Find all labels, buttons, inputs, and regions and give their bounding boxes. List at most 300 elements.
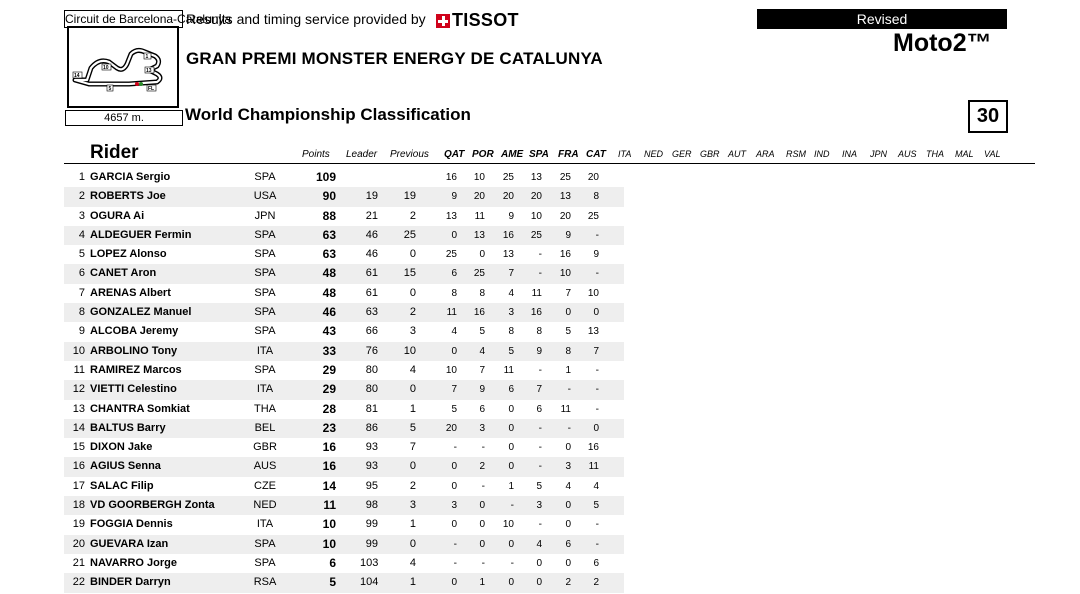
race-result: 5 (565, 326, 571, 338)
gap-to-previous: 0 (409, 383, 416, 396)
gap-to-previous: 15 (403, 267, 416, 280)
rider-points: 48 (322, 285, 336, 300)
rider-nation: ITA (256, 344, 274, 357)
circuit-length: 4657 m. (104, 112, 144, 124)
rider-position: 18 (72, 499, 85, 512)
race-result: 6 (508, 384, 514, 396)
rider-points: 48 (322, 266, 336, 281)
race-result: 0 (565, 519, 571, 531)
race-result: 20 (559, 210, 571, 222)
rider-position: 16 (72, 460, 85, 473)
status-badge: Revised (757, 9, 1007, 29)
gap-to-previous: 2 (409, 306, 416, 319)
race-result: 10 (530, 210, 542, 222)
rider-position: 19 (72, 518, 85, 531)
race-result: 6 (536, 403, 542, 415)
gap-to-previous: 2 (409, 209, 416, 222)
gap-to-leader: 98 (365, 499, 378, 512)
race-result: 0 (479, 519, 485, 531)
gap-to-leader: 19 (365, 190, 378, 203)
race-result: 16 (587, 442, 599, 454)
race-result: 13 (502, 249, 514, 261)
race-result: 1 (479, 577, 485, 589)
race-result: 0 (508, 442, 514, 454)
table-row (64, 187, 624, 206)
race-result: 11 (503, 364, 514, 376)
sponsor-logo (436, 10, 519, 31)
rider-nation: SPA (254, 286, 276, 299)
race-result: 10 (587, 287, 599, 299)
gap-to-leader: 76 (365, 344, 378, 357)
rider-position: 9 (78, 325, 85, 338)
rider-name: VIETTI Celestino (90, 383, 177, 396)
gap-to-leader: 46 (365, 248, 378, 261)
race-result: - (481, 442, 485, 454)
rider-position: 3 (78, 209, 85, 222)
race-result: 9 (565, 229, 571, 241)
race-result: - (595, 268, 599, 280)
gap-to-leader: 21 (365, 209, 378, 222)
race-result: 4 (479, 345, 485, 357)
table-row (64, 573, 624, 592)
gap-to-leader: 46 (365, 228, 378, 241)
gap-to-leader: 93 (365, 441, 378, 454)
race-result: 7 (565, 287, 571, 299)
rider-nation: NED (253, 499, 277, 512)
rider-name: FOGGIA Dennis (90, 518, 173, 531)
rider-points: 63 (322, 247, 336, 262)
rider-position: 21 (72, 556, 85, 569)
race-result: 0 (508, 461, 514, 473)
race-result: 4 (593, 480, 599, 492)
race-result: 16 (445, 172, 457, 183)
rider-points: 88 (322, 208, 336, 223)
rider-points: 14 (322, 478, 336, 493)
table-row (64, 380, 624, 399)
rider-name: ARBOLINO Tony (90, 344, 178, 357)
map-label: 10 (103, 65, 109, 71)
table-row (64, 477, 624, 496)
rider-nation: CZE (254, 479, 276, 492)
header-previous: Previous (390, 149, 429, 160)
table-row (64, 303, 624, 322)
gap-to-leader: 81 (365, 402, 378, 415)
gap-to-leader: 99 (365, 537, 378, 550)
race-result: 5 (479, 326, 485, 338)
race-result: 0 (565, 442, 571, 454)
gap-to-previous: 25 (403, 228, 416, 241)
gap-to-leader: 99 (365, 518, 378, 531)
race-result: 0 (451, 345, 457, 357)
race-result: 3 (536, 500, 542, 512)
race-result: 16 (559, 249, 571, 261)
race-result: 2 (479, 461, 485, 473)
rider-position: 11 (73, 363, 85, 376)
rider-position: 7 (78, 286, 85, 299)
rider-position: 6 (78, 267, 85, 280)
gap-to-previous: 1 (409, 402, 416, 415)
category-title: Moto2™ (893, 29, 992, 57)
rider-nation: ITA (256, 518, 274, 531)
table-row (64, 342, 624, 361)
race-result: - (510, 557, 514, 569)
header-race: JPN (870, 149, 888, 159)
rider-name: LOPEZ Alonso (90, 248, 167, 261)
rider-nation: GBR (253, 441, 277, 454)
circuit-layout-icon (69, 28, 177, 106)
rider-name: OGURA Ai (90, 209, 145, 222)
race-result: 25 (530, 229, 542, 241)
rider-name: ALCOBA Jeremy (90, 325, 179, 338)
race-result: - (538, 268, 542, 280)
race-result: 13 (445, 210, 457, 222)
rider-nation: USA (253, 190, 277, 203)
page-number-badge: 30 (968, 100, 1008, 133)
gap-to-previous: 0 (409, 248, 416, 261)
race-result: 7 (479, 364, 485, 376)
header-race: AME (501, 149, 524, 160)
rider-position: 2 (78, 190, 85, 203)
race-result: 0 (479, 538, 485, 550)
race-result: 0 (593, 422, 599, 434)
race-result: 10 (445, 364, 457, 376)
rider-nation: RSA (253, 576, 277, 589)
rider-points: 10 (322, 536, 336, 551)
rider-nation: SPA (254, 556, 276, 569)
race-result: 10 (473, 172, 485, 183)
rider-points: 29 (322, 362, 336, 377)
rider-position: 10 (72, 344, 85, 357)
race-result: 0 (451, 480, 457, 492)
race-result: 2 (565, 577, 571, 589)
gap-to-leader: 93 (365, 460, 378, 473)
race-result: 0 (479, 500, 485, 512)
table-row (64, 207, 624, 226)
header-race: ARA (756, 149, 775, 159)
header-race: NED (644, 149, 664, 159)
race-result: 25 (473, 268, 485, 280)
race-result: 6 (479, 403, 485, 415)
rider-name: VD GOORBERGH Zonta (90, 499, 215, 512)
rider-nation: THA (254, 402, 276, 415)
rider-nation: ITA (256, 383, 274, 396)
table-row (64, 438, 624, 457)
rider-nation: SPA (254, 306, 276, 319)
race-result: 9 (479, 384, 485, 396)
table-row (64, 226, 624, 245)
race-result: 8 (565, 345, 571, 357)
rider-name: SALAC Filip (90, 479, 154, 492)
race-result: 7 (508, 268, 514, 280)
gap-to-leader: 66 (365, 325, 378, 338)
gap-to-previous: 4 (409, 556, 416, 569)
rider-points: 63 (322, 227, 336, 242)
race-result: 7 (536, 384, 542, 396)
race-result: 5 (508, 345, 514, 357)
header-race: VAL (984, 149, 1001, 159)
race-result: 4 (451, 326, 457, 338)
race-result: 13 (559, 191, 571, 203)
rider-points: 5 (329, 575, 336, 590)
race-result: 11 (560, 403, 571, 415)
rider-nation: SPA (254, 267, 276, 280)
race-result: 5 (451, 403, 457, 415)
race-result: 6 (451, 268, 457, 280)
rider-position: 17 (72, 479, 85, 492)
race-result: - (538, 249, 542, 261)
race-result: 11 (474, 210, 485, 222)
page-title: World Championship Classification (185, 105, 471, 124)
rider-nation: SPA (254, 537, 276, 550)
race-result: - (538, 461, 542, 473)
table-row (64, 322, 624, 341)
race-result: 9 (451, 191, 457, 203)
table-row (64, 284, 624, 303)
race-result: - (510, 500, 514, 512)
race-result: 8 (451, 287, 457, 299)
race-result: 20 (445, 422, 457, 434)
standings-table (64, 168, 624, 593)
race-result: 4 (565, 480, 571, 492)
race-result: 0 (508, 538, 514, 550)
header-race: FRA (558, 149, 579, 160)
header-race: CAT (586, 149, 606, 160)
race-result: 7 (593, 345, 599, 357)
swiss-cross-icon (436, 14, 450, 28)
rider-nation: SPA (254, 171, 276, 183)
table-row (64, 168, 624, 187)
rider-position: 14 (72, 421, 85, 434)
rider-position: 8 (78, 306, 85, 319)
race-result: 0 (479, 249, 485, 261)
rider-points: 11 (323, 498, 336, 513)
race-result: 0 (508, 422, 514, 434)
map-label: 1 (145, 54, 149, 60)
table-row (64, 496, 624, 515)
race-result: 0 (451, 461, 457, 473)
race-result: - (453, 557, 457, 569)
race-result: - (595, 229, 599, 241)
header-race: GER (672, 149, 692, 159)
header-leader: Leader (346, 149, 378, 160)
header-race: POR (472, 149, 494, 160)
race-result: - (481, 480, 485, 492)
race-result: 4 (536, 538, 542, 550)
rider-points: 23 (322, 420, 336, 435)
header-race: GBR (700, 149, 720, 159)
race-result: 1 (508, 480, 514, 492)
race-result: 0 (508, 403, 514, 415)
header-points: Points (302, 149, 330, 160)
column-header-row (64, 140, 1035, 164)
race-result: 0 (593, 307, 599, 319)
race-result: - (567, 422, 571, 434)
rider-nation: SPA (254, 248, 276, 261)
race-result: 8 (508, 326, 514, 338)
gap-to-leader: 86 (365, 421, 378, 434)
gap-to-previous: 3 (409, 325, 416, 338)
rider-name: AGIUS Senna (90, 460, 161, 473)
gap-to-previous: 4 (409, 363, 416, 376)
gap-to-previous: 19 (403, 190, 416, 203)
rider-points: 109 (315, 170, 336, 184)
race-result: 3 (508, 307, 514, 319)
race-result: - (595, 538, 599, 550)
race-result: 20 (530, 191, 542, 203)
race-result: 8 (593, 191, 599, 203)
race-result: 7 (451, 384, 457, 396)
rider-nation: AUS (253, 460, 277, 473)
race-result: - (595, 364, 599, 376)
race-result: 0 (508, 577, 514, 589)
race-result: 0 (451, 577, 457, 589)
gap-to-previous: 5 (409, 421, 416, 434)
race-result: 16 (530, 307, 542, 319)
race-result: - (538, 519, 542, 531)
gap-to-previous: 1 (409, 576, 416, 589)
table-row (64, 400, 624, 419)
rider-points: 6 (329, 555, 336, 570)
race-result: 20 (473, 191, 485, 203)
rider-points: 16 (322, 459, 336, 474)
race-result: 6 (565, 538, 571, 550)
race-result: 13 (587, 326, 599, 338)
gap-to-previous: 0 (409, 460, 416, 473)
header-race: QAT (444, 149, 465, 160)
gap-to-leader: 104 (360, 576, 379, 589)
race-result: 13 (530, 172, 542, 183)
rider-points: 10 (322, 517, 336, 532)
race-result: 25 (559, 172, 571, 183)
rider-nation: BEL (254, 421, 276, 434)
rider-position: 13 (72, 402, 85, 415)
race-result: 0 (536, 557, 542, 569)
gap-to-previous: 10 (403, 344, 416, 357)
gap-to-leader: 61 (365, 286, 378, 299)
rider-name: CHANTRA Somkiat (90, 402, 190, 415)
gap-to-previous: 1 (409, 518, 416, 531)
rider-name: GUEVARA Izan (90, 537, 169, 550)
race-result: 5 (593, 500, 599, 512)
rider-points: 46 (322, 305, 336, 320)
race-result: - (595, 403, 599, 415)
gap-to-previous: 2 (409, 479, 416, 492)
race-result: 25 (445, 249, 457, 261)
race-result: 9 (536, 345, 542, 357)
race-result: - (538, 422, 542, 434)
race-result: 11 (588, 461, 599, 473)
race-result: 9 (593, 249, 599, 261)
race-result: 16 (473, 307, 485, 319)
rider-position: 1 (78, 171, 85, 183)
map-label: 5 (108, 86, 112, 92)
race-result: 20 (502, 191, 514, 203)
gap-to-leader: 103 (360, 556, 379, 569)
race-result: 16 (502, 229, 514, 241)
race-result: 0 (451, 519, 457, 531)
header-rider: Rider (90, 142, 139, 163)
race-result: 13 (473, 229, 485, 241)
map-label: FL (148, 86, 155, 92)
race-result: - (567, 384, 571, 396)
gap-to-leader: 80 (365, 383, 378, 396)
race-result: 20 (587, 172, 599, 183)
race-result: 0 (536, 577, 542, 589)
header-race: THA (926, 149, 944, 159)
race-result: 5 (536, 480, 542, 492)
race-result: 8 (479, 287, 485, 299)
race-result: - (595, 384, 599, 396)
race-result: 6 (593, 557, 599, 569)
race-result: 11 (446, 307, 457, 319)
rider-points: 16 (322, 440, 336, 455)
header-race: AUT (728, 149, 746, 159)
rider-name: BINDER Darryn (90, 576, 171, 589)
race-result: - (453, 538, 457, 550)
circuit-name: Circuit de Barcelona-Catalunya (65, 12, 232, 26)
gap-to-previous: 7 (409, 441, 416, 454)
table-row (64, 515, 624, 534)
rider-points: 33 (322, 343, 336, 358)
rider-nation: SPA (254, 363, 276, 376)
header-race: SPA (529, 149, 549, 160)
race-result: - (481, 557, 485, 569)
circuit-map (67, 26, 179, 108)
race-result: - (595, 519, 599, 531)
rider-name: CANET Aron (90, 267, 157, 280)
race-result: 0 (451, 229, 457, 241)
rider-nation: JPN (254, 209, 276, 222)
race-result: 11 (531, 287, 542, 299)
header-race: RSM (786, 149, 806, 159)
table-row (64, 361, 624, 380)
race-result: 3 (479, 422, 485, 434)
provider-text: Results and timing service provided by (186, 11, 426, 27)
race-result: 9 (508, 210, 514, 222)
header-race: MAL (955, 149, 974, 159)
rider-name: GONZALEZ Manuel (90, 306, 192, 319)
header-race: INA (842, 149, 858, 159)
rider-position: 15 (72, 441, 85, 454)
gap-to-previous: 0 (409, 537, 416, 550)
circuit-length-box (65, 110, 183, 126)
table-row (64, 245, 624, 264)
race-result: 0 (565, 500, 571, 512)
race-result: - (538, 442, 542, 454)
rider-nation: SPA (254, 325, 276, 338)
rider-position: 12 (72, 383, 85, 396)
rider-position: 20 (72, 537, 85, 550)
rider-name: NAVARRO Jorge (90, 556, 177, 569)
rider-points: 29 (322, 382, 336, 397)
race-result: - (453, 442, 457, 454)
race-result: 25 (502, 172, 514, 183)
table-row (64, 554, 624, 573)
map-label: 14 (74, 73, 80, 79)
race-result: 0 (565, 557, 571, 569)
table-row (64, 419, 624, 438)
rider-name: ROBERTS Joe (90, 190, 166, 203)
table-row (64, 264, 624, 283)
rider-name: BALTUS Barry (90, 421, 166, 434)
rider-points: 90 (322, 189, 336, 204)
race-result: 10 (559, 268, 571, 280)
rider-name: ARENAS Albert (90, 286, 171, 299)
race-result: 4 (508, 287, 514, 299)
rider-name: ALDEGUER Fermin (90, 228, 192, 241)
race-result: 25 (587, 210, 599, 222)
header-race: AUS (898, 149, 917, 159)
